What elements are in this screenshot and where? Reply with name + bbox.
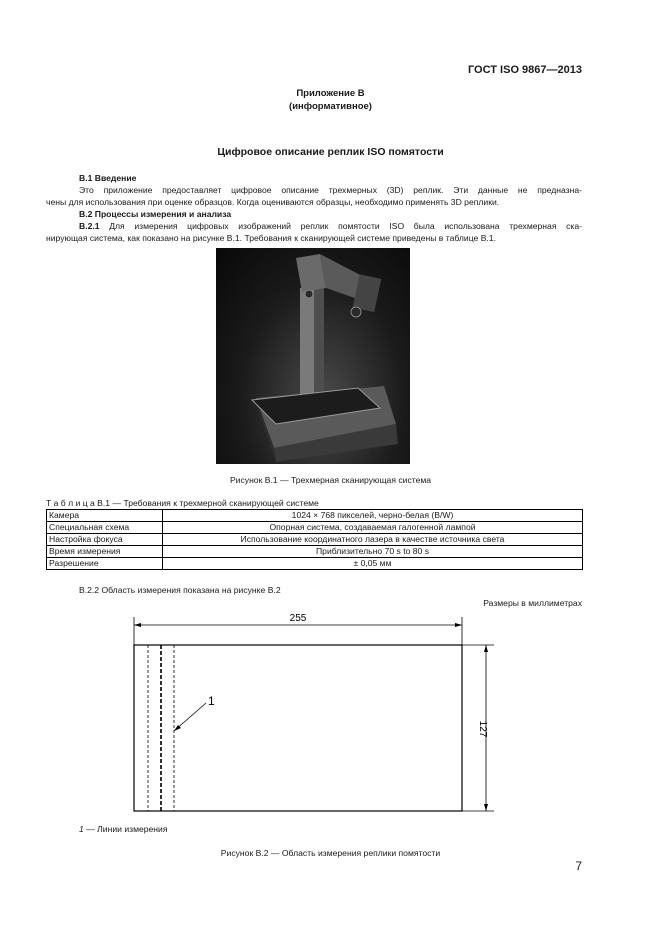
table-cell-label: Разрешение: [47, 558, 163, 570]
section-b1-heading: В.1 Введение: [79, 173, 137, 183]
table-row: [47, 510, 583, 522]
table-row: [47, 546, 583, 558]
measurement-area-drawing: [120, 605, 500, 820]
table-cell-value: 1024 × 768 пикселей, черно-белая (В/W): [163, 510, 583, 522]
callout-label: 1: [208, 694, 215, 708]
arrowhead-icon: [455, 623, 462, 627]
section-b21-line-2: нирующая система, как показано на рисунке В.1. Требования к сканирующей системе приведены в таблице В.1.: [46, 233, 496, 243]
page-number: 7: [575, 859, 582, 873]
table-b1: [46, 509, 583, 570]
replica-outline: [134, 645, 462, 811]
table-cell-value: Опорная система, создаваемая галогенной лампой: [163, 522, 583, 534]
table-cell-label: Время измерения: [47, 546, 163, 558]
figure-b1-caption: Рисунок В.1 — Трехмерная сканирующая система: [229, 475, 432, 485]
appendix-subtitle: (информативное): [289, 101, 372, 112]
table-cell-label: Настройка фокуса: [47, 534, 163, 546]
table-row: [47, 534, 583, 546]
table-row: [47, 522, 583, 534]
height-label: 127: [477, 720, 488, 738]
width-label: 255: [289, 613, 307, 624]
arrowhead-icon: [484, 804, 488, 811]
figure-b2-legend: [79, 823, 168, 835]
table-b1-caption: Т а б л и ц а В.1 — Требования к трехмерной сканирующей системе: [46, 498, 319, 508]
section-b21-line-1: [79, 220, 582, 232]
table-cell-label: Специальная схема: [47, 522, 163, 534]
table-row: [47, 558, 583, 570]
standard-id: ГОСТ ISO 9867—2013: [467, 64, 582, 76]
section-b1-line-1: Это приложение предоставляет цифровое описание трехмерных (3D) реплик. Эти данные не предназна-: [79, 185, 582, 195]
figure-b2-units-note: Размеры в миллиметрах: [483, 598, 582, 608]
table-cell-value: Приблизительно 70 s to 80 s: [163, 546, 583, 558]
section-b21-text: Для измерения цифровых изображений реплик помятости ISO была использована трехмерная ска-: [109, 221, 583, 231]
figure-b2-caption: Рисунок В.2 — Область измерения реплики помятости: [220, 848, 441, 858]
section-b21-number: В.2.1: [79, 221, 100, 231]
scanner-illustration: [216, 248, 410, 464]
table-cell-value: ± 0,05 мм: [163, 558, 583, 570]
scanner-photo: [216, 248, 410, 464]
section-b2-heading: В.2 Процессы измерения и анализа: [79, 209, 232, 219]
table-cell-label: Камера: [47, 510, 163, 522]
section-b22-text: В.2.2 Область измерения показана на рисунке В.2: [79, 585, 281, 595]
table-cell-value: Использование координатного лазера в качестве источника света: [163, 534, 583, 546]
main-title: Цифровое описание реплик ISO помятости: [217, 146, 444, 158]
arrowhead-icon: [134, 623, 141, 627]
legend-number: 1: [79, 824, 84, 834]
section-b1-line-2: чены для использования при оценке образцов. Когда оцениваются образцы, необходимо применять 3D реплики.: [46, 197, 500, 207]
legend-text: — Линии измерения: [83, 824, 168, 834]
appendix-title: Приложение В: [296, 88, 365, 99]
arrowhead-icon: [484, 645, 488, 652]
